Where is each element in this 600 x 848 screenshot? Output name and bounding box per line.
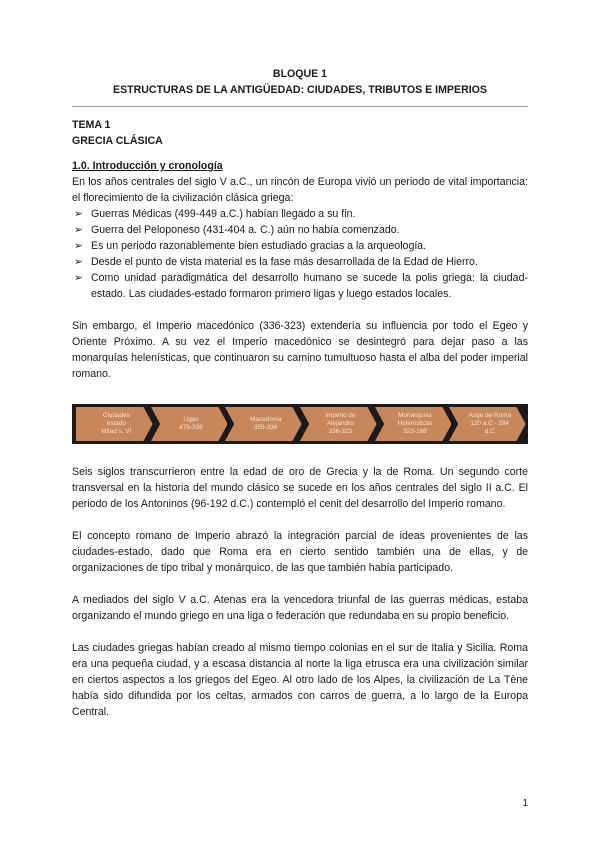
timeline-label: 120 a.C - 284 — [470, 420, 510, 427]
bullet-list — [72, 206, 528, 302]
paragraph-seis-siglos: Seis siglos transcurrieron entre la edad de oro de Grecia y la de Roma. Un segundo corte transversal en la historia del mundo clásico se sucede en los años centrales del siglo II a.C. El periodo de los Antoninos (96-192 d.C.) contempló el cenit del desarrollo del Imperio romano. — [72, 466, 528, 510]
document-page — [72, 66, 528, 720]
arrow-bullet-icon: ➢ — [74, 256, 83, 268]
list-item: ➢ Guerras Médicas (499-449 a.C.) habían llegado a su fin. — [74, 208, 356, 220]
block-title: BLOQUE 1 — [272, 68, 328, 80]
page-number: 1 — [522, 798, 528, 809]
timeline-step — [76, 407, 153, 441]
timeline-label: Ciudades — [102, 412, 130, 419]
timeline-label: 478-338 — [179, 424, 203, 431]
list-item: ➢ Es un periodo razonablemente bien estudiado gracias a la arqueología. — [74, 240, 427, 252]
arrow-bullet-icon: ➢ — [74, 224, 83, 236]
section-heading: 1.0. Introducción y cronología — [72, 160, 223, 172]
timeline-label: 336-323 — [328, 428, 353, 435]
timeline-step — [300, 407, 377, 441]
timeline-step — [449, 407, 526, 441]
paragraph-colonias: Las ciudades griegas habían creado al mismo tiempo colonias en el sur de Italia y Sicilia. Roma era una pequeña ciudad, y a escasa distancia al norte la liga etrusca era una civilización similar en ciertos aspectos a los griegos del Egeo. Al otro lado de los Alpes, la civilización de La Tène había sido difundida por los celtas, armados con carros de guerra, a lo largo de la Europa Central. — [72, 642, 528, 718]
intro-paragraph: En los años centrales del siglo V a.C., un rincón de Europa vivió un periodo de vital importancia: el florecimiento de la civilización clásica griega: — [72, 176, 528, 204]
timeline-label: Macedonia — [250, 416, 282, 423]
timeline-label: Monarquías — [398, 412, 432, 419]
timeline-diagram — [72, 404, 528, 444]
timeline-label: Helenísticas — [397, 420, 433, 427]
timeline-label: 359-336 — [253, 424, 278, 431]
timeline-step — [225, 407, 302, 441]
paragraph-concepto-imperio: El concepto romano de Imperio abrazó la integración parcial de ideas provenientes de las ciudades-estado, dado que Roma era en cierto sentido también una de ellas, y de organizaciones de tipo tribal y monárquico, de las que también había participado. — [72, 530, 528, 574]
list-item: ➢ Como unidad paradigmática del desarrollo humano se sucede la polis griega: la ciudad-estado. Las ciudades-estado formaron primero ligas y luego estados locales. — [74, 272, 528, 300]
timeline-step — [375, 407, 452, 441]
block-subtitle: ESTRUCTURAS DE LA ANTIGÜEDAD: CIUDADES, TRIBUTOS E IMPERIOS — [113, 84, 487, 96]
timeline-label: Ligas — [183, 416, 199, 423]
arrow-bullet-icon: ➢ — [74, 208, 83, 220]
paragraph-macedonia: Sin embargo, el Imperio macedónico (336-323) extendería su influencia por todo el Egeo y Oriente Próximo. A su vez el Imperio macedónico se desintegró para dejar paso a las monarquías helenísticas, que continuaron su camino tumultuoso hasta el alba del poder imperial romano. — [72, 320, 528, 380]
timeline-label: Auge de Roma — [468, 412, 512, 419]
timeline-label: estado — [106, 420, 126, 427]
arrow-bullet-icon: ➢ — [74, 272, 83, 284]
timeline-label: Alejandro — [326, 420, 354, 427]
timeline-label: Imperio de — [325, 412, 356, 419]
header-divider — [72, 106, 528, 107]
tema-number: TEMA 1 — [72, 119, 111, 131]
arrow-bullet-icon: ➢ — [74, 240, 83, 252]
timeline-label: 323-168 — [403, 428, 427, 435]
tema-title: GRECIA CLÁSICA — [72, 135, 163, 147]
timeline-label: d.C — [484, 428, 495, 435]
paragraph-atenas: A mediados del siglo V a.C. Atenas era la vencedora triunfal de las guerras médicas, estaba organizando el mundo griego en una liga o federación que redundaba en su propio beneficio. — [72, 594, 528, 622]
list-item: ➢ Guerra del Peloponeso (431-404 a. C.) aún no había comenzado. — [74, 224, 400, 236]
timeline-label: Mitad s. VI — [101, 428, 132, 435]
timeline-step — [151, 407, 228, 441]
list-item: ➢ Desde el punto de vista material es la fase más desarrollada de la Edad de Hierro. — [74, 256, 478, 268]
